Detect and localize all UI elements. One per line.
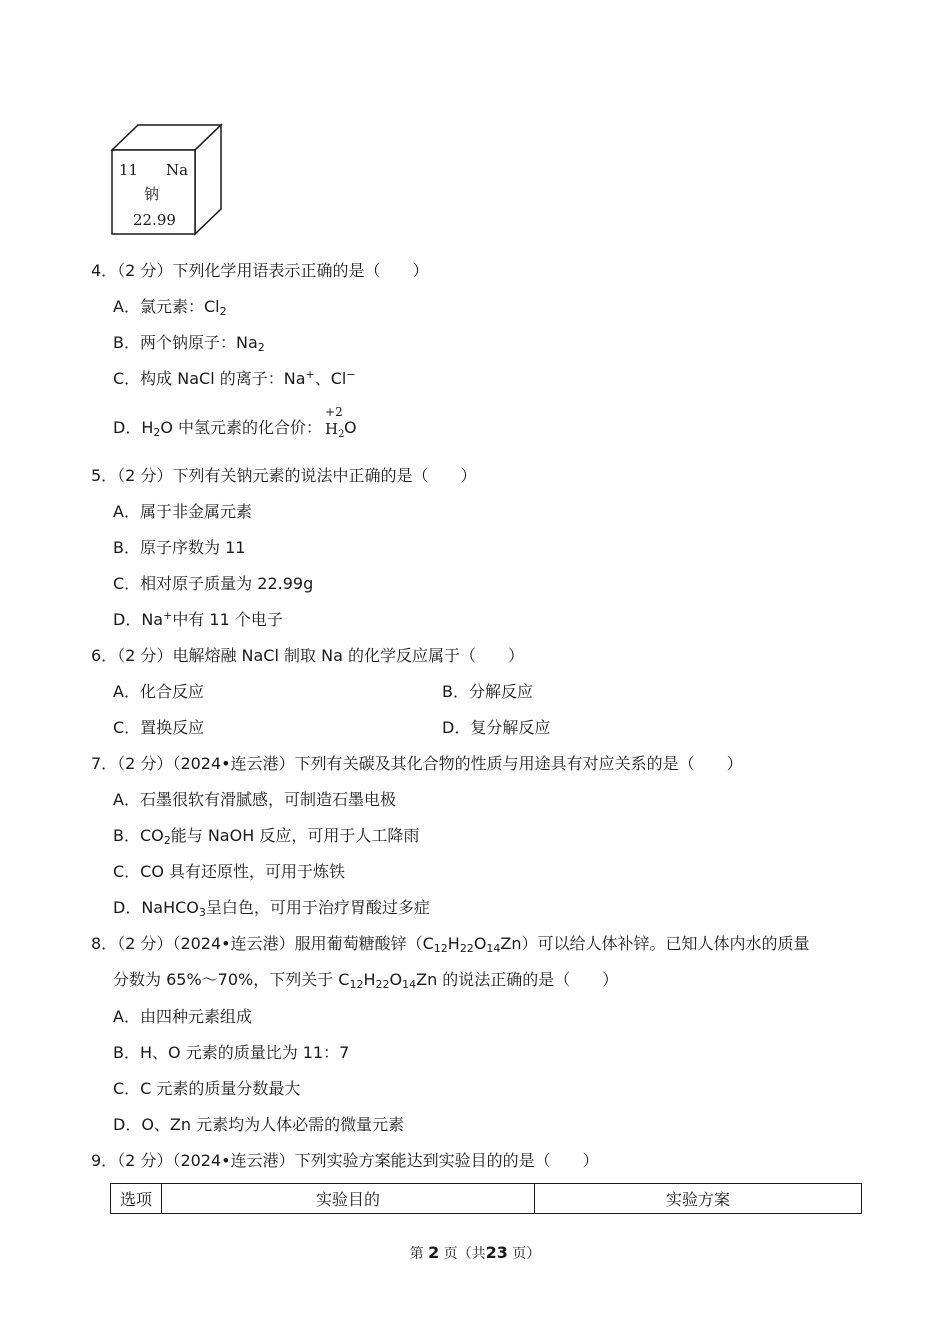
question-6-option-c: C．置换反应 (113, 718, 205, 737)
atomic-number: 11 (119, 161, 139, 179)
question-8-option-c: C．C 元素的质量分数最大 (113, 1079, 301, 1098)
question-7-option-b: B．$CO_2$能与 NaOH 反应，可用于人工降雨 (113, 826, 420, 847)
question-5-option-c: C．相对原子质量为 22.99g (113, 574, 314, 593)
question-7-option-c: C．CO 具有还原性，可用于炼铁 (113, 862, 346, 881)
question-7-option-d: D．NaHCO$_3$呈白色，可用于治疗胃酸过多症 (113, 898, 430, 919)
element-symbol: Na (166, 161, 189, 179)
question-6-option-d: D．复分解反应 (442, 718, 551, 737)
valence-notation: +2 $H_2$ (325, 405, 345, 440)
question-5-option-b: B．原子序数为 11 (113, 538, 246, 557)
question-8-stem-line-1: 8．（2 分）（2024•连云港）服用葡萄糖酸锌$(C_{12}H_{22}O_{14}Zn)$可以给人体补锌。已知人体内水的质量 (91, 934, 810, 955)
question-5-stem: 5．（2 分）下列有关钠元素的说法中正确的是（ ） (91, 466, 477, 485)
question-8-stem-line-2: 分数为 65%～70%，下列关于 $C_{12}H_{22}O_{14}Zn$ 的说法正确的是（ ） (113, 970, 619, 991)
table-header-option: 选项 (111, 1184, 162, 1213)
question-4-option-b: B．两个钠原子：$Na_2$ (113, 333, 265, 354)
question-8-option-b: B．H、O 元素的质量比为 11：7 (113, 1043, 350, 1062)
experiment-table (110, 1183, 862, 1214)
question-6-option-b: B．分解反应 (442, 682, 533, 701)
question-9-stem: 9．（2 分）（2024•连云港）下列实验方案能达到实验目的的是（ ） (91, 1151, 599, 1170)
table-header-purpose: 实验目的 (162, 1184, 535, 1213)
question-8-option-a: A．由四种元素组成 (113, 1007, 252, 1026)
atomic-mass: 22.99 (133, 211, 176, 229)
question-5-option-d: D．Na+中有 11 个电子 (113, 609, 283, 629)
question-4-option-d: D．$H_2O$ 中氢元素的化合价： +2 $H_2$ O (113, 405, 357, 440)
question-4-stem: 4．（2 分）下列化学用语表示正确的是（ ） (91, 261, 429, 280)
question-5-option-a: A．属于非金属元素 (113, 502, 252, 521)
question-4-option-a: A．氯元素：$Cl_2$ (113, 297, 227, 318)
element-name: 钠 (144, 185, 160, 203)
question-7-stem: 7．（2 分）（2024•连云港）下列有关碳及其化合物的性质与用途具有对应关系的是（ ） (91, 754, 743, 773)
question-4-option-c: C．构成 NaCl 的离子：Na+、Cl− (113, 368, 356, 388)
question-8-option-d: D．O、Zn 元素均为人体必需的微量元素 (113, 1115, 405, 1134)
question-6-option-a: A．化合反应 (113, 682, 204, 701)
question-7-option-a: A．石墨很软有滑腻感，可制造石墨电极 (113, 790, 396, 809)
table-header-plan: 实验方案 (665, 1190, 730, 1209)
element-card-figure (110, 122, 225, 240)
page-footer: 第 2 页（共23 页） (409, 1243, 541, 1262)
question-6-stem: 6．（2 分）电解熔融 NaCl 制取 Na 的化学反应属于（ ） (91, 646, 524, 665)
